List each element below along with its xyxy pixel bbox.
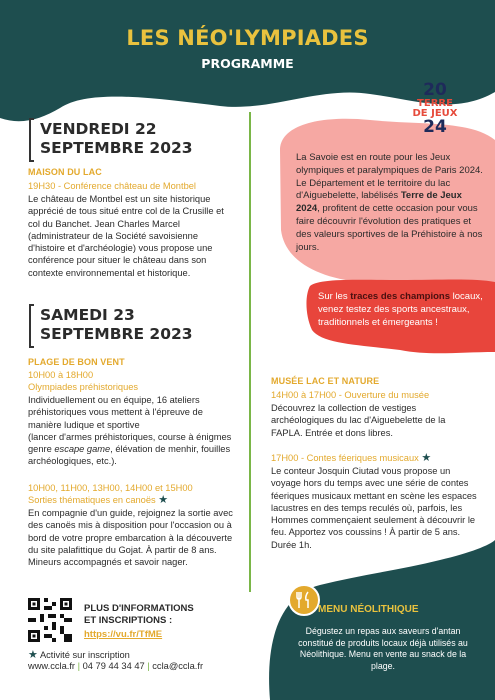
musee-event2-time: 17H00 - Contes féeriques musicaux	[271, 453, 419, 463]
champions-text: Sur les traces des champions locaux, venez testez des sports ancestraux, traditionnels et émergeants !	[318, 291, 483, 328]
phone-number[interactable]: 04 79 44 34 47	[82, 661, 145, 671]
menu-title: MENU NÉOLITHIQUE	[318, 604, 419, 615]
info-heading: PLUS D'INFORMATIONS ET INSCRIPTIONS :	[84, 603, 194, 626]
day2-event2-time: 10H00, 11H00, 13H00, 14H00 et 15H00	[28, 483, 193, 493]
star-icon: ★	[28, 649, 38, 661]
registration-link[interactable]: https://vu.fr/TfME	[84, 629, 163, 640]
terre-de-jeux-logo: 20 TERRE DE JEUX 24	[412, 80, 458, 137]
contact-line: www.ccla.fr | 04 79 44 34 47 | ccla@ccla.fr	[28, 661, 204, 671]
day1-place: MAISON DU LAC	[28, 167, 102, 177]
musee-event1-time: 14H00 à 17H00 - Ouverture du musée	[271, 390, 430, 400]
day2-event1-time: 10H00 à 18H00	[28, 370, 94, 380]
musee-event2-description: Le conteur Josquin Ciutad vous propose un voyage hors du temps avec une série de contes féeriques musicaux mettant en scène les espaces lacustres en des temps reculés où, parfois, les Hommes commençaient seulement à découvrir le feu. Apportez vos coussins ! À partir de 5 ans. Durée 1h.	[271, 466, 477, 550]
intro-text: La Savoie est en route pour les Jeux olympiques et paralympiques de Paris 2024. Le Département et le territoire du lac d'Aiguebelette, labélisés Terre de Jeux 2024, profitent de cette occasion pour vous faire découvrir l'évolution des pratiques et des valeurs sportives de la Préhistoire à nos jours.	[296, 152, 483, 253]
website-link[interactable]: www.ccla.fr	[28, 661, 76, 671]
day2-event1-description: Individuellement ou en équipe, 16 ateliers préhistoriques vous mettent à l'épreuve de manière ludique et sportive (lancer d'armes préhistoriques, course à énigmes genre escape game, élévation de menhir, fouilles archéologiques, etc.).	[28, 395, 232, 467]
day2-place: PLAGE DE BON VENT	[28, 357, 125, 367]
day1-heading: VENDREDI 22 SEPTEMBRE 2023	[40, 120, 193, 157]
star-icon: ★	[158, 494, 169, 506]
day2-event2-description: En compagnie d'un guide, rejoignez la sortie avec des canoës mis à disposition pour l'occasion ou à bord de votre propre embarcation à la découverte du site palafittique du Gojat. À partir de 8 ans. Mineurs accompagnés et savoir nager.	[28, 508, 233, 568]
day1-description: Le château de Montbel est un site historique apprécié de tous situé entre col de la Crusille et col du Banchet. Jean Charles Marcel (administrateur de la Société savoisienne d'histoire et d'archéologie) vous propose une conférence pour situer le château dans son contexte environnemental et historique.	[28, 194, 224, 278]
page-subtitle: PROGRAMME	[201, 56, 294, 71]
day2-event1-title: Olympiades préhistoriques	[28, 382, 139, 392]
email-link[interactable]: ccla@ccla.fr	[152, 661, 204, 671]
day1-event-time: 19H30 - Conférence château de Montbel	[28, 181, 196, 191]
musee-place: MUSÉE LAC ET NATURE	[271, 376, 380, 386]
cutlery-icon	[288, 584, 320, 616]
day2-event2-title: Sorties thématiques en canoës	[28, 495, 156, 505]
page-title: LES NÉO'LYMPIADES	[126, 26, 369, 50]
menu-description: Dégustez un repas aux saveurs d'antan constitué de produits locaux déjà utilisés au Néolithique. Menu en vente au snack de la plage.	[298, 626, 468, 671]
qr-code-icon[interactable]	[28, 598, 72, 642]
star-icon: ★	[421, 452, 432, 464]
activity-note: ★ Activité sur inscription	[28, 649, 130, 661]
musee-event1-description: Découvrez la collection de vestiges archéologiques du lac d'Aiguebelette de la FAPLA. Entrée et dons libres.	[271, 403, 446, 438]
day2-heading: SAMEDI 23 SEPTEMBRE 2023	[40, 306, 193, 343]
